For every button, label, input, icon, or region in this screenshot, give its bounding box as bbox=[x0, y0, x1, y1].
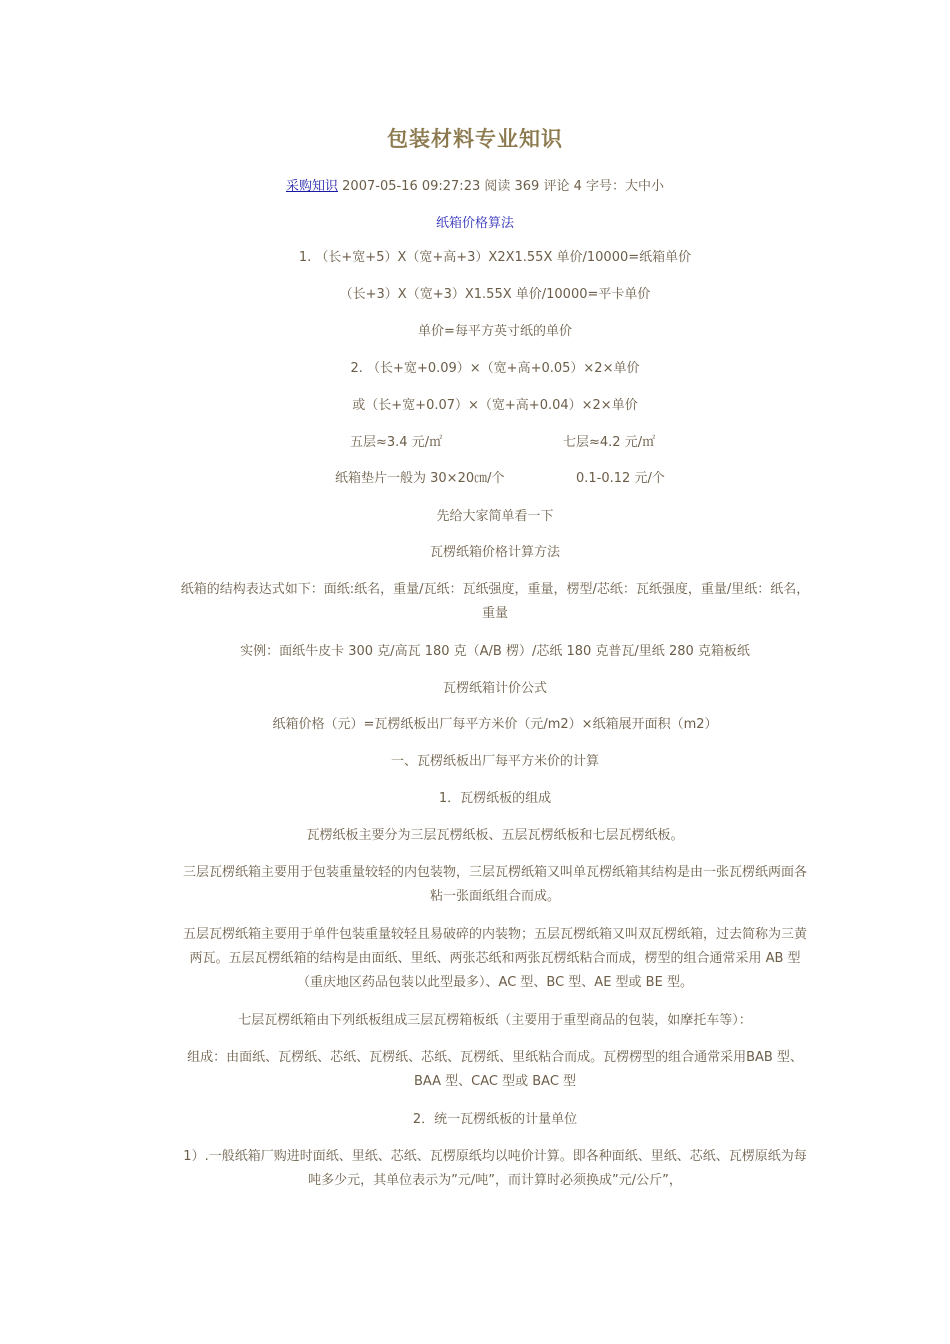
page-title: 包装材料专业知识 bbox=[387, 127, 563, 151]
formula-line: 1. （长+宽+5）X（宽+高+3）X2X1.55X 单价/10000=纸箱单价 bbox=[298, 250, 692, 265]
five-layer-price: 五层≈3.4 元/㎡ bbox=[350, 435, 443, 450]
formula-line: 或（长+宽+0.07）×（宽+高+0.04）×2×单价 bbox=[352, 398, 638, 413]
paragraph: 先给大家简单看一下 bbox=[436, 509, 554, 524]
category-link[interactable]: 采购知识 bbox=[286, 179, 339, 194]
paragraph: 瓦楞纸箱计价公式 bbox=[442, 681, 547, 696]
pad-price: 0.1-0.12 元/个 bbox=[576, 471, 665, 486]
paragraph: 纸箱的结构表达式如下：面纸:纸名，重量/瓦纸：瓦纸强度，重量，楞型/芯纸：瓦纸强度，重量/里纸：纸名，重量 bbox=[180, 582, 810, 621]
paragraph: 一、瓦楞纸板出厂每平方米价的计算 bbox=[390, 754, 599, 769]
article-info: 2007-05-16 09:27:23 阅读 369 评论 4 字号：大中小 bbox=[338, 179, 664, 194]
section-subtitle: 纸箱价格算法 bbox=[435, 216, 514, 231]
formula-line: （长+3）X（宽+3）X1.55X 单价/10000=平卡单价 bbox=[339, 287, 651, 302]
paragraph: 三层瓦楞纸箱主要用于包装重量较轻的内包装物，三层瓦楞纸箱又叫单瓦楞纸箱其结构是由一张瓦楞纸两面各粘一张面纸组合而成。 bbox=[182, 865, 807, 904]
paragraph: 七层瓦楞纸箱由下列纸板组成三层瓦楞箱板纸（主要用于重型商品的包装，如摩托车等）： bbox=[238, 1013, 752, 1028]
paragraph: 瓦楞纸箱价格计算方法 bbox=[429, 545, 560, 560]
paragraph: 1．瓦楞纸板的组成 bbox=[438, 791, 552, 806]
article-meta bbox=[0, 175, 950, 194]
paragraph: 组成：由面纸、瓦楞纸、芯纸、瓦楞纸、芯纸、瓦楞纸、里纸粘合而成。瓦楞楞型的组合通常采用BAB 型、BAA 型、CAC 型或 BAC 型 bbox=[187, 1050, 803, 1089]
paragraph: 五层瓦楞纸箱主要用于单件包装重量较轻且易破碎的内装物；五层瓦楞纸箱又叫双瓦楞纸箱，过去简称为三黄两瓦。五层瓦楞纸箱的结构是由面纸、里纸、两张芯纸和两张瓦楞纸粘合而成，楞型的组合通常采用 AB 型（重庆地区药品包装以此型最多）、AC 型、BC 型、AE 型或 BE 型。 bbox=[182, 927, 807, 990]
pad-size: 纸箱垫片一般为 30×20㎝/个 bbox=[335, 471, 505, 486]
paragraph: 瓦楞纸板主要分为三层瓦楞纸板、五层瓦楞纸板和七层瓦楞纸板。 bbox=[306, 828, 684, 843]
seven-layer-price: 七层≈4.2 元/㎡ bbox=[563, 435, 656, 450]
paragraph: 1）.一般纸箱厂购进时面纸、里纸、芯纸、瓦楞原纸均以吨价计算。即各种面纸、里纸、芯纸、瓦楞原纸为每吨多少元，其单位表示为”元/吨”，而计算时必须换成”元/公斤”， bbox=[183, 1149, 807, 1188]
formula-line: 2. （长+宽+0.09）×（宽+高+0.05）×2×单价 bbox=[350, 361, 640, 376]
paragraph: 2．统一瓦楞纸板的计量单位 bbox=[412, 1112, 578, 1127]
formula-line: 单价=每平方英寸纸的单价 bbox=[418, 324, 572, 339]
paragraph: 纸箱价格（元）=瓦楞纸板出厂每平方米价（元/m2）×纸箱展开面积（m2） bbox=[272, 717, 718, 732]
paragraph: 实例：面纸牛皮卡 300 克/高瓦 180 克（A/B 楞）/芯纸 180 克普瓦/里纸 280 克箱板纸 bbox=[240, 644, 750, 659]
